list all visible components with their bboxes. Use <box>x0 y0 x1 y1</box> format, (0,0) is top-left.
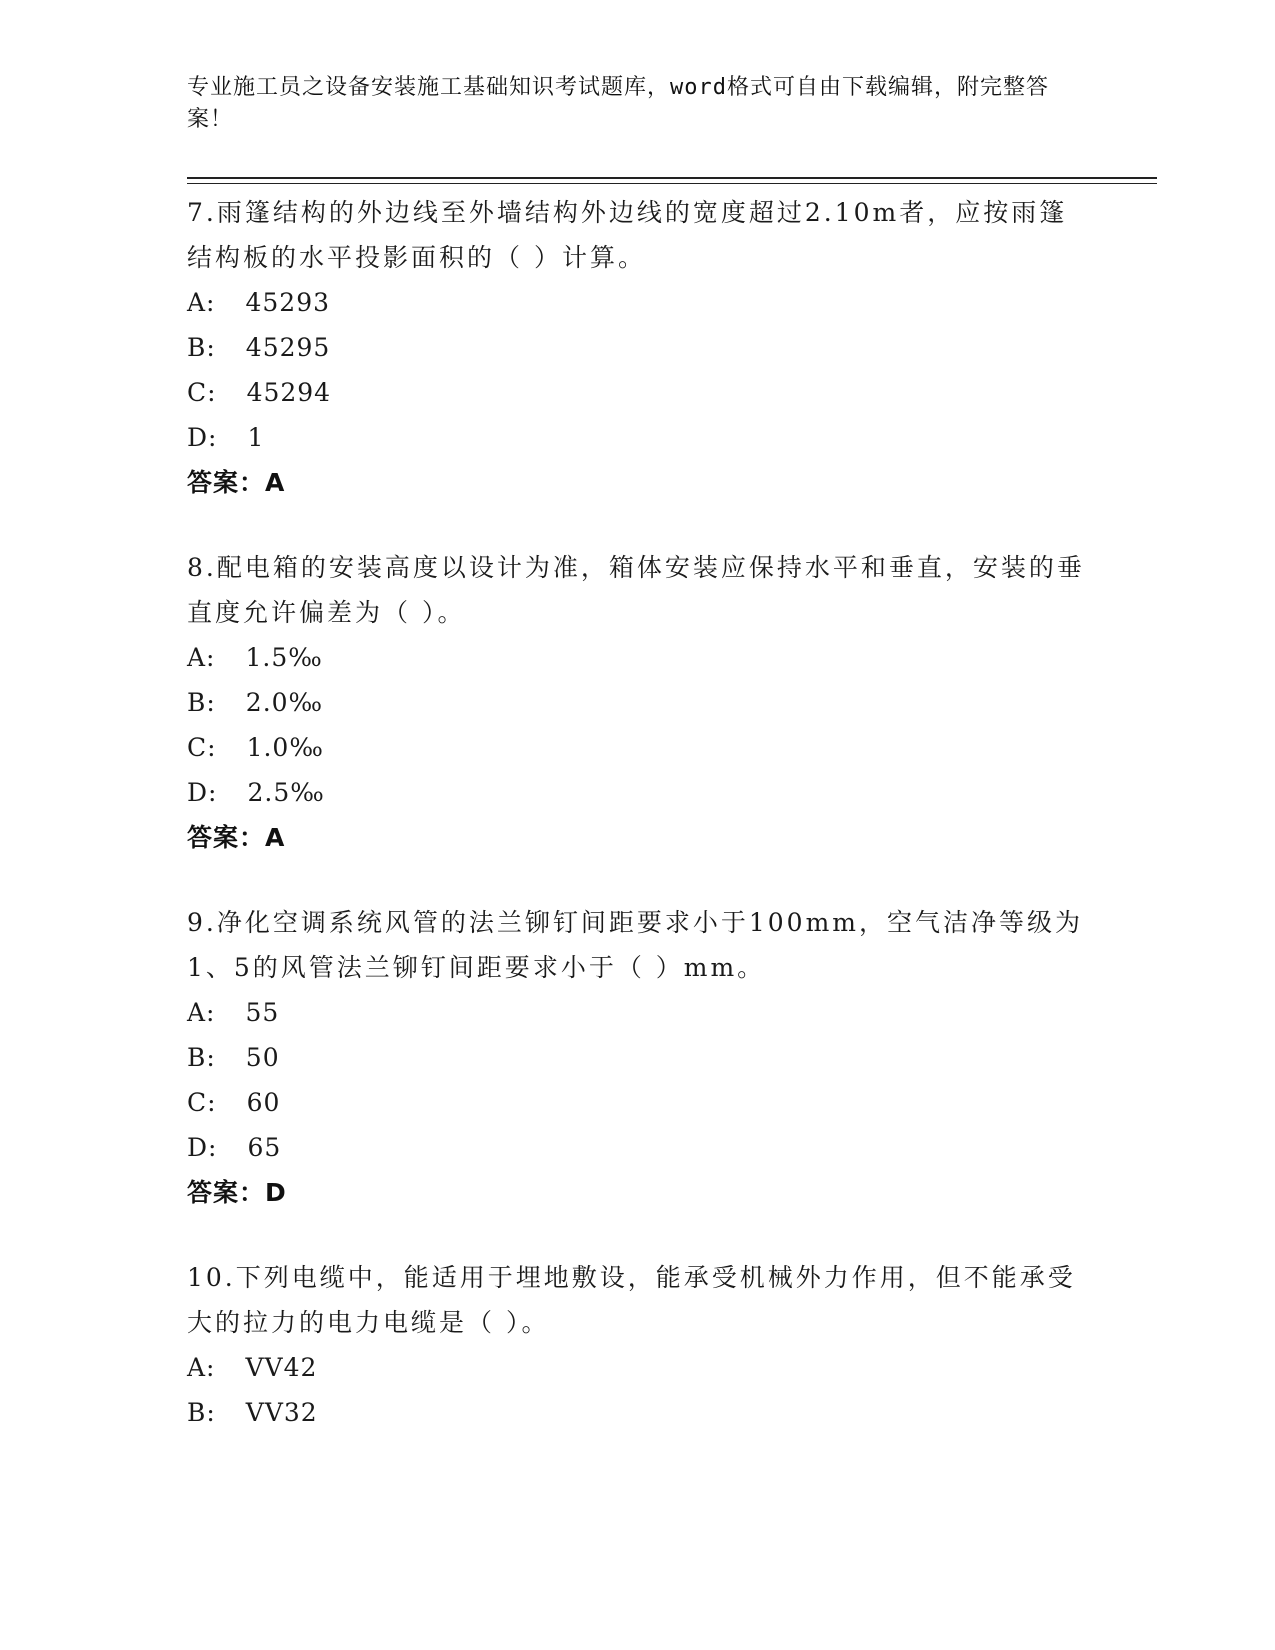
question-text: 10.下列电缆中，能适用于埋地敷设，能承受机械外力作用，但不能承受大的拉力的电力电缆是（ ）。 <box>187 1263 1076 1337</box>
option-value: 1.5‰ <box>245 643 323 672</box>
answer-line: 答案：A <box>187 823 286 852</box>
option-value: 2.0‰ <box>245 688 324 717</box>
option-letter: D: <box>187 778 218 807</box>
option-letter: C: <box>187 1088 217 1117</box>
option-value: VV42 <box>245 1353 318 1382</box>
answer-line: 答案：D <box>187 1178 287 1207</box>
option-item <box>187 370 1087 415</box>
option-item <box>187 1390 1087 1435</box>
option-letter: D: <box>187 423 218 452</box>
option-item <box>187 725 1087 770</box>
option-value: 1 <box>247 423 265 452</box>
option-item <box>187 1035 1087 1080</box>
option-item <box>187 1080 1087 1125</box>
option-list <box>187 280 1087 460</box>
option-letter: A: <box>187 998 216 1027</box>
option-letter: B: <box>187 1398 216 1427</box>
option-letter: A: <box>187 1353 216 1382</box>
question-item <box>187 900 1087 1215</box>
option-item <box>187 635 1087 680</box>
option-value: 50 <box>245 1043 280 1072</box>
option-item <box>187 415 1087 460</box>
option-letter: C: <box>187 733 217 762</box>
option-letter: B: <box>187 688 216 717</box>
option-value: 45295 <box>245 333 331 362</box>
option-letter: C: <box>187 378 217 407</box>
option-list <box>187 990 1087 1170</box>
option-item <box>187 680 1087 725</box>
answer-line: 答案：A <box>187 468 286 497</box>
question-text: 8.配电箱的安装高度以设计为准，箱体安装应保持水平和垂直，安装的垂直度允许偏差为（ ）。 <box>187 553 1085 627</box>
option-list <box>187 1345 1087 1435</box>
option-value: 45293 <box>245 288 331 317</box>
document-header: 专业施工员之设备安装施工基础知识考试题库，word格式可自由下载编辑，附完整答案！ <box>187 75 1049 132</box>
question-text: 7.雨篷结构的外边线至外墙结构外边线的宽度超过2.10m者，应按雨篷结构板的水平投影面积的（ ）计算。 <box>187 198 1068 272</box>
option-value: 60 <box>246 1088 281 1117</box>
question-item <box>187 545 1087 860</box>
option-letter: B: <box>187 333 216 362</box>
option-value: 65 <box>247 1133 282 1162</box>
question-text: 9.净化空调系统风管的法兰铆钉间距要求小于100mm，空气洁净等级为1、5的风管法兰铆钉间距要求小于（ ）mm。 <box>187 908 1083 982</box>
option-item <box>187 1345 1087 1390</box>
question-item <box>187 1255 1087 1435</box>
option-item <box>187 280 1087 325</box>
option-letter: D: <box>187 1133 218 1162</box>
option-letter: A: <box>187 288 216 317</box>
option-list <box>187 635 1087 815</box>
option-item <box>187 1125 1087 1170</box>
option-letter: A: <box>187 643 216 672</box>
option-value: 45294 <box>246 378 332 407</box>
option-item <box>187 770 1087 815</box>
option-value: 2.5‰ <box>247 778 325 807</box>
question-list <box>187 190 1087 1475</box>
option-item <box>187 325 1087 370</box>
option-letter: B: <box>187 1043 216 1072</box>
question-item <box>187 190 1087 505</box>
header-divider-thick <box>187 177 1157 179</box>
option-item <box>187 990 1087 1035</box>
option-value: VV32 <box>245 1398 318 1427</box>
option-value: 55 <box>245 998 280 1027</box>
option-value: 1.0‰ <box>246 733 324 762</box>
header-divider-thin <box>187 183 1157 184</box>
